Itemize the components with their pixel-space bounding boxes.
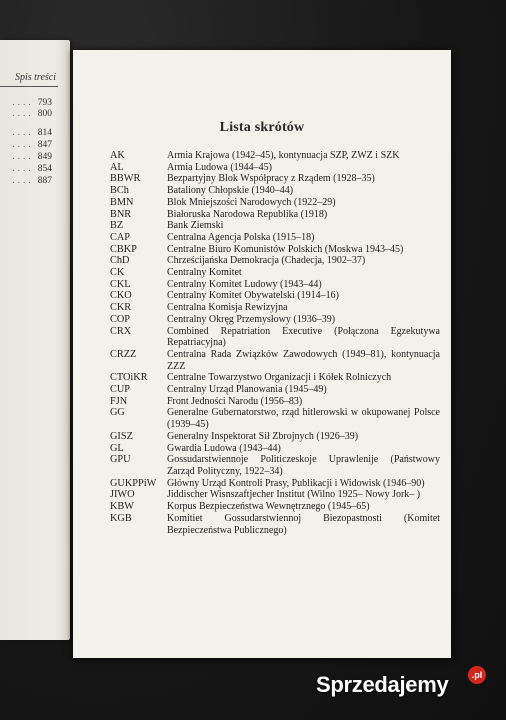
abbreviation-term: CKO [110,290,132,302]
abbreviation-term: KBW [110,501,135,513]
abbreviation-entry [110,232,440,244]
abbreviation-term: CAP [110,231,131,243]
toc-row: .... 847 [12,140,52,150]
abbreviation-definition: Blok Mniejszości Narodowych (1922–29) [167,196,336,208]
abbreviation-term: ChD [110,255,130,267]
abbreviation-definition: Korpus Bezpieczeństwa Wewnętrznego (1945–65) [167,501,370,513]
abbreviation-entry [110,290,440,302]
abbreviation-definition: Centralne Towarzystwo Organizacji i Kółek Rolniczych [167,372,392,384]
abbreviation-term: BNR [110,208,132,220]
page-title: Lista skrótów [219,120,305,135]
abbreviation-term: COP [110,313,131,325]
abbreviation-term: CBKP [110,243,137,255]
abbreviation-entry [110,209,440,221]
abbreviation-entry [110,454,440,477]
abbreviation-entry [110,443,440,455]
toc-page-number: 800 [37,109,52,119]
toc-page-number: 847 [37,140,52,150]
abbreviation-term: BMN [110,196,134,208]
abbreviation-term: CKR [110,302,132,314]
abbreviation-entry [110,513,440,536]
abbreviation-term: AL [110,161,124,173]
abbreviation-entry [110,162,440,174]
abbreviation-entry [110,384,440,396]
abbreviation-entry [110,279,440,291]
toc-row: .... 800 [12,109,52,119]
abbreviation-entry [110,372,440,384]
abbreviation-definition: Jiddischer Wisnszaftjecher Institut (Wilno 1925– Nowy Jork– ) [167,489,421,501]
abbreviation-entry [110,349,440,372]
toc-row: .... 849 [12,152,52,162]
abbreviation-term: CUP [110,384,131,396]
abbreviation-term: CKL [110,278,131,290]
abbreviation-list [110,150,440,536]
abbreviation-definition: Generalny Inspektorat Sił Zbrojnych (1926–39) [167,430,359,442]
abbreviation-definition: Centralny Urząd Planowania (1945–49) [167,384,327,396]
abbreviation-definition: Gwardia Ludowa (1943–44) [167,442,281,454]
abbreviation-definition: Front Jedności Narodu (1956–83) [167,395,303,407]
abbreviation-term: BZ [110,220,124,232]
abbreviation-entry [110,314,440,326]
abbreviation-entry [110,220,440,232]
abbreviation-definition: Centralna Rada Związków Zawodowych (1949–81), kontynuacja ZZZ [167,348,440,372]
left-page-rule [0,86,58,87]
abbreviation-term: BBWR [110,173,141,185]
abbreviation-term: CRX [110,325,132,337]
toc-page-number: 887 [37,176,52,186]
abbreviation-entry [110,185,440,197]
abbreviation-term: GUKPPiW [110,477,157,489]
abbreviation-definition: Komitiet Gossudarstwiennoj Biezopastnosti (Komitet Bezpieczeństwa Publicznego) [167,512,440,536]
abbreviation-term: JIWO [110,489,135,501]
watermark-logo: Sprzedajemy [316,672,449,697]
abbreviation-entry [110,501,440,513]
abbreviation-entry [110,150,440,162]
abbreviation-definition: Centralny Komitet Ludowy (1943–44) [167,278,322,290]
abbreviation-definition: Armia Ludowa (1944–45) [167,161,272,173]
toc-page-number: 849 [37,152,52,162]
toc-row: .... 887 [12,176,52,186]
abbreviation-definition: Armia Krajowa (1942–45), kontynuacja SZP, ZWZ i SZK [167,150,400,161]
toc-page-number: 854 [37,164,52,174]
abbreviation-definition: Generalne Gubernatorstwo, rząd hitlerowski w okupowanej Polsce (1939–45) [167,407,440,431]
abbreviation-term: CRZZ [110,348,137,360]
abbreviation-definition: Chrześcijańska Demokracja (Chadecja, 1902–37) [167,255,366,267]
abbreviation-definition: Białoruska Narodowa Republika (1918) [167,208,328,220]
abbreviation-entry [110,326,440,349]
abbreviation-definition: Centralny Komitet Obywatelski (1914–16) [167,290,339,302]
abbreviation-definition: Centralny Okręg Przemysłowy (1936–39) [167,313,336,325]
abbreviation-term: KGB [110,512,132,524]
toc-page-number: 814 [37,128,52,138]
abbreviation-entry [110,407,440,430]
abbreviation-definition: Bezpartyjny Blok Współpracy z Rządem (1928–35) [167,173,375,185]
toc-row: .... 814 [12,128,52,138]
abbreviation-definition: Bank Ziemski [167,220,224,232]
previous-page [0,40,70,640]
abbreviation-entry [110,173,440,185]
book-page [73,50,451,658]
left-page-header: Spis treści [14,72,56,83]
abbreviation-definition: Centralna Komisja Rewizyjna [167,302,288,314]
abbreviation-definition: Combined Repatriation Executive (Połączona Egzekutywa Repatriacyjna) [167,325,440,349]
watermark-badge: .pl [468,666,486,684]
abbreviation-term: GISZ [110,430,133,442]
toc-row: .... 793 [12,98,52,108]
abbreviation-definition: Centralny Komitet [167,267,242,279]
abbreviation-entry [110,197,440,209]
abbreviation-term: CTOiKR [110,372,148,384]
abbreviation-definition: Centralne Biuro Komunistów Polskich (Moskwa 1943–45) [167,243,404,255]
abbreviation-term: GPU [110,454,131,466]
abbreviation-definition: Gossudarstwiennoje Politiczeskoje Uprawlenije (Państwowy Zarząd Polityczny, 1922–34) [167,454,440,477]
toc-page-number: 793 [37,98,52,108]
abbreviation-entry [110,267,440,279]
abbreviation-entry [110,244,440,256]
abbreviation-entry [110,396,440,408]
abbreviation-entry [110,255,440,267]
abbreviation-term: GG [110,407,125,419]
abbreviation-term: GL [110,442,124,454]
abbreviation-entry [110,478,440,490]
abbreviation-term: AK [110,150,125,161]
abbreviation-entry [110,489,440,501]
abbreviation-entry [110,302,440,314]
abbreviation-definition: Centralna Agencja Polska (1915–18) [167,231,315,243]
abbreviation-definition: Główny Urząd Kontroli Prasy, Publikacji i Widowisk (1946–90) [167,477,425,489]
abbreviation-definition: Bataliony Chłopskie (1940–44) [167,185,294,197]
abbreviation-term: FJN [110,395,128,407]
abbreviation-term: CK [110,267,125,279]
toc-row: .... 854 [12,164,52,174]
abbreviation-term: BCh [110,185,129,197]
abbreviation-entry [110,431,440,443]
